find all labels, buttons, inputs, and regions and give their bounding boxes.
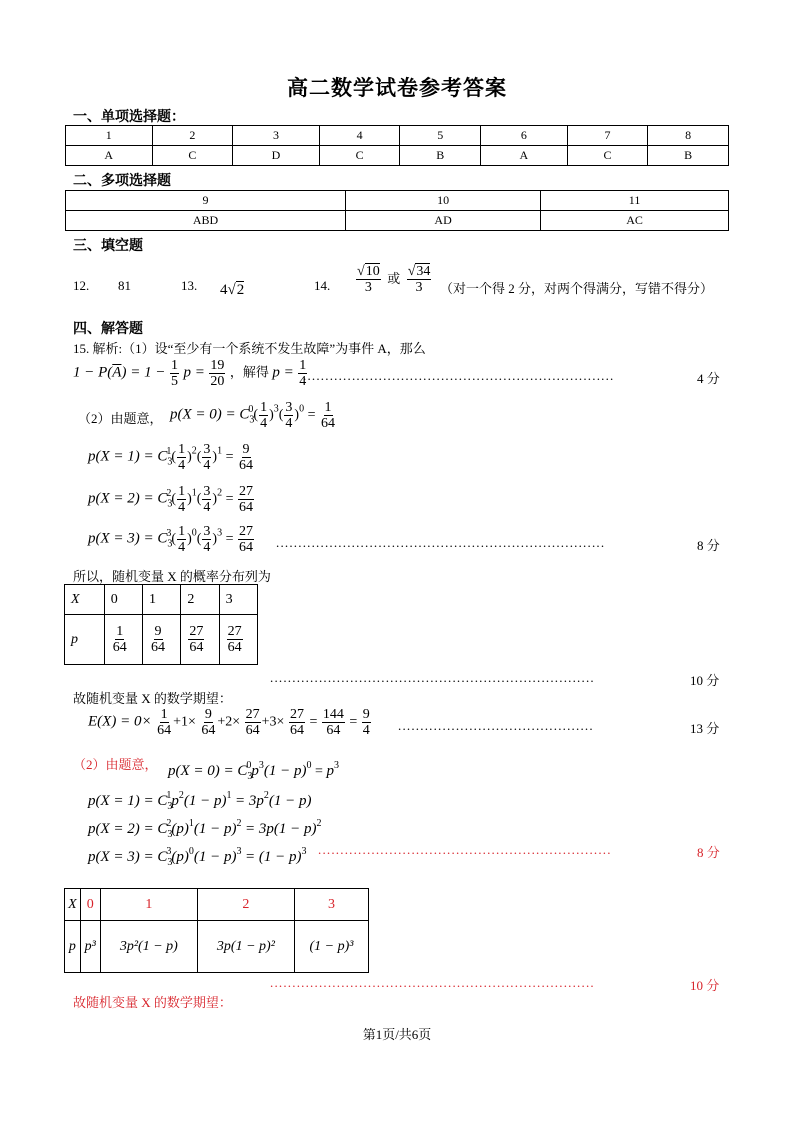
answer-cell: C: [567, 146, 648, 166]
distribution-table: [64, 584, 258, 665]
alt-header-cell: 2: [197, 889, 294, 921]
dist-prob-cell: $\frac{27}{64}$: [219, 615, 257, 665]
alt-header-cell: X: [65, 889, 81, 921]
q13-answer: 4√2: [220, 282, 245, 298]
q14-number: 14.: [314, 278, 331, 293]
question-number: 3: [233, 126, 320, 146]
dist-prob-cell: $\frac{27}{64}$: [181, 615, 219, 665]
dots-8: ..........................................................................: [276, 535, 606, 550]
score-4: 4 分: [697, 371, 720, 386]
so-text: 所以，随机变量 X 的概率分布列为: [73, 569, 271, 584]
q15-intro: 15. 解析:（1）设“至少有一个系统不发生故障”为事件 A，那么: [73, 341, 426, 356]
section-heading-single: 一、单项选择题：: [73, 109, 185, 125]
px3-eq: $p(X = 3) = C_3^3$( $\frac{1}{4}$ )$^0$( $\frac{3}{4}$ )$^3$ = $\frac{27}{64}$: [88, 524, 253, 555]
alt-prob-cell: p³: [80, 921, 100, 973]
multi-choice-table: [65, 190, 729, 231]
dist-p-label: p: [65, 615, 105, 665]
alt-px3: $p(X = 3) = C_3^3(p)^0(1 - p)^3 = (1 - p)^3$: [88, 846, 307, 868]
answer-cell: AC: [541, 211, 729, 231]
alt-score-8: 8 分: [697, 845, 720, 860]
alt-exp-text: 故随机变量 X 的数学期望：: [73, 995, 232, 1010]
alt-header-cell: 3: [294, 889, 368, 921]
q12-number: 12.: [73, 278, 90, 293]
answer-cell: AD: [346, 211, 541, 231]
q14-note: （对一个得 2 分，对两个得满分，写错不得分）: [440, 281, 714, 296]
q13-number: 13.: [181, 278, 198, 293]
alt-px0: $p(X = 0) = C_3^0p^3(1 - p)^0 = p^3$: [168, 760, 339, 782]
alt-label: （2）由题意，: [73, 757, 158, 772]
alt-p-label: p: [65, 921, 81, 973]
dots-10: .........................................................................: [270, 670, 595, 685]
dots-4: ......................................................................: [303, 368, 615, 383]
question-number: 5: [400, 126, 481, 146]
q12-answer: 81: [118, 278, 131, 293]
answer-cell: A: [481, 146, 568, 166]
alt-header-cell: 1: [100, 889, 197, 921]
alt-dots-8: ..................................................................: [318, 842, 612, 857]
exp-eq: E(X) = 0× $\frac{1}{64}$ +1× $\frac{9}{64}$ +2× $\frac{27}{64}$ +3× $\frac{27}{64}$ = $\frac{144}{64}$ = $\frac{9}{4}$: [88, 707, 370, 738]
px1-eq: $p(X = 1) = C_3^1$( $\frac{1}{4}$ )$^2$( $\frac{3}{4}$ )$^1$ = $\frac{9}{64}$: [88, 442, 253, 473]
question-number: 1: [66, 126, 153, 146]
alt-distribution-table: [64, 888, 369, 973]
question-number: 2: [152, 126, 233, 146]
score-13: 13 分: [690, 721, 720, 736]
question-number: 7: [567, 126, 648, 146]
answer-cell: B: [400, 146, 481, 166]
part2-label: （2）由题意，: [78, 411, 163, 426]
answer-cell: ABD: [66, 211, 346, 231]
section-heading-multi: 二、多项选择题: [73, 173, 171, 189]
dist-prob-cell: $\frac{9}{64}$: [143, 615, 181, 665]
section-heading-solve: 四、解答题: [73, 321, 143, 337]
question-number: 9: [66, 191, 346, 211]
question-number: 6: [481, 126, 568, 146]
dist-header-cell: 0: [104, 585, 142, 615]
page-footer: 第1页/共6页: [362, 1027, 432, 1042]
answer-cell: A: [66, 146, 153, 166]
score-10: 10 分: [690, 673, 720, 688]
question-number: 8: [648, 126, 729, 146]
px2-eq: $p(X = 2) = C_3^2$( $\frac{1}{4}$ )$^1$( $\frac{3}{4}$ )$^2$ = $\frac{27}{64}$: [88, 484, 253, 515]
question-number: 4: [319, 126, 400, 146]
single-choice-table: [65, 125, 729, 166]
question-number: 11: [541, 191, 729, 211]
dist-header-cell: 1: [143, 585, 181, 615]
dist-header-cell: 2: [181, 585, 219, 615]
dist-header-cell: X: [65, 585, 105, 615]
alt-px1: $p(X = 1) = C_3^1p^2(1 - p)^1 = 3p^2(1 - p)$: [88, 790, 312, 812]
px0-eq: $p(X = 0) = C_3^0$( $\frac{1}{4}$ )$^3$( $\frac{3}{4}$ )$^0$ = $\frac{1}{64}$: [170, 400, 335, 431]
alt-prob-cell: 3p²(1 − p): [100, 921, 197, 973]
alt-px2: $p(X = 2) = C_3^2(p)^1(1 - p)^2 = 3p(1 - p)^2$: [88, 818, 322, 840]
alt-header-cell: 0: [80, 889, 100, 921]
eq1: $1 - P(\overline{A}) = 1$ − $\frac{1}{5}$ p = $\frac{19}{20}$ ，解得 p = $\frac{1}{4}$: [73, 358, 307, 389]
q14-answer: $\frac{√10}{3}$ 或 $\frac{√34}{3}$: [357, 264, 431, 295]
alt-prob-cell: (1 − p)³: [294, 921, 368, 973]
dist-header-cell: 3: [219, 585, 257, 615]
exp-text: 故随机变量 X 的数学期望：: [73, 691, 232, 706]
alt-score-10: 10 分: [690, 978, 720, 993]
question-number: 10: [346, 191, 541, 211]
page-title: 高二数学试卷参考答案: [287, 76, 507, 100]
answer-cell: C: [152, 146, 233, 166]
answer-cell: B: [648, 146, 729, 166]
answer-cell: C: [319, 146, 400, 166]
section-heading-fill: 三、填空题: [73, 238, 143, 254]
alt-dots-10: .........................................................................: [270, 975, 595, 990]
alt-prob-cell: 3p(1 − p)²: [197, 921, 294, 973]
score-8: 8 分: [697, 538, 720, 553]
dist-prob-cell: $\frac{1}{64}$: [104, 615, 142, 665]
answer-cell: D: [233, 146, 320, 166]
dots-13: ............................................: [398, 718, 594, 733]
